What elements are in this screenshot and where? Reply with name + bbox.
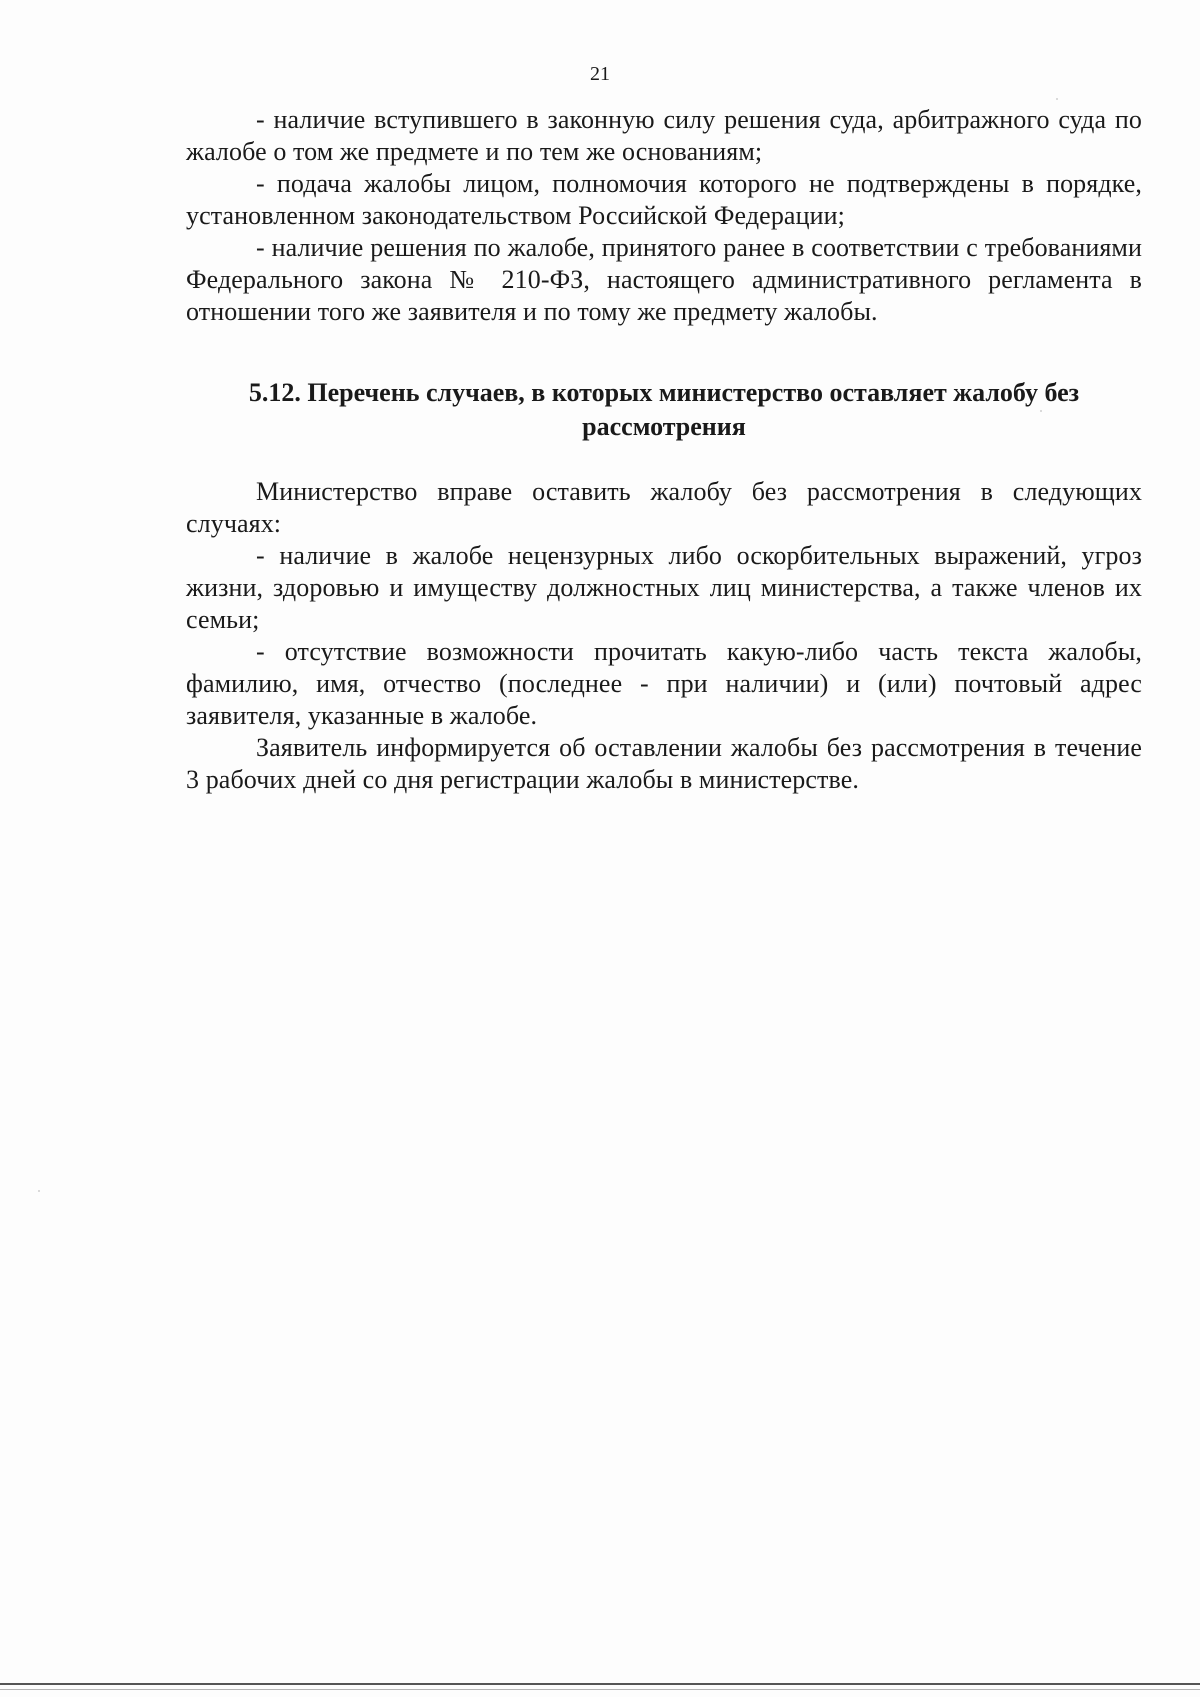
section-heading: 5.12. Перечень случаев, в которых министерство оставляет жалобу без рассмотрения <box>248 378 1080 441</box>
scan-edge-line-faint <box>0 1689 1200 1690</box>
top-text-block <box>186 104 1142 328</box>
scan-speck <box>1040 410 1042 412</box>
scan-speck <box>1056 98 1058 100</box>
paragraph-illegible-text: - отсутствие возможности прочитать какую-либо часть текста жалобы, фамилию, имя, отчество (последнее - при наличии) и (или) почтовый адрес заявителя, указанные в жалобе. <box>186 637 1142 730</box>
scan-edge-line <box>0 1683 1200 1685</box>
bottom-text-block <box>186 476 1142 796</box>
paragraph-offensive-language: - наличие в жалобе нецензурных либо оскорбительных выражений, угроз жизни, здоровью и имуществу должностных лиц министерства, а также членов их семьи; <box>186 541 1142 634</box>
paragraph-ministry-right: Министерство вправе оставить жалобу без рассмотрения в следующих случаях: <box>186 477 1142 538</box>
paragraph-prior-decision: - наличие решения по жалобе, принятого ранее в соответствии с требованиями Федерального закона № 210-ФЗ, настоящего административного регламента в отношении того же заявителя и по тому же предмету жалобы. <box>186 233 1142 326</box>
scan-speck <box>38 1190 40 1192</box>
paragraph-unauthorized-filing: - подача жалобы лицом, полномочия которого не подтверждены в порядке, установленном законодательством Российской Федерации; <box>186 169 1142 230</box>
page-number: 21 <box>590 63 610 85</box>
paragraph-applicant-notified: Заявитель информируется об оставлении жалобы без рассмотрения в течение 3 рабочих дней со дня регистрации жалобы в министерстве. <box>186 733 1142 794</box>
paragraph-court-decision: - наличие вступившего в законную силу решения суда, арбитражного суда по жалобе о том же предмете и по тем же основаниям; <box>186 105 1142 166</box>
